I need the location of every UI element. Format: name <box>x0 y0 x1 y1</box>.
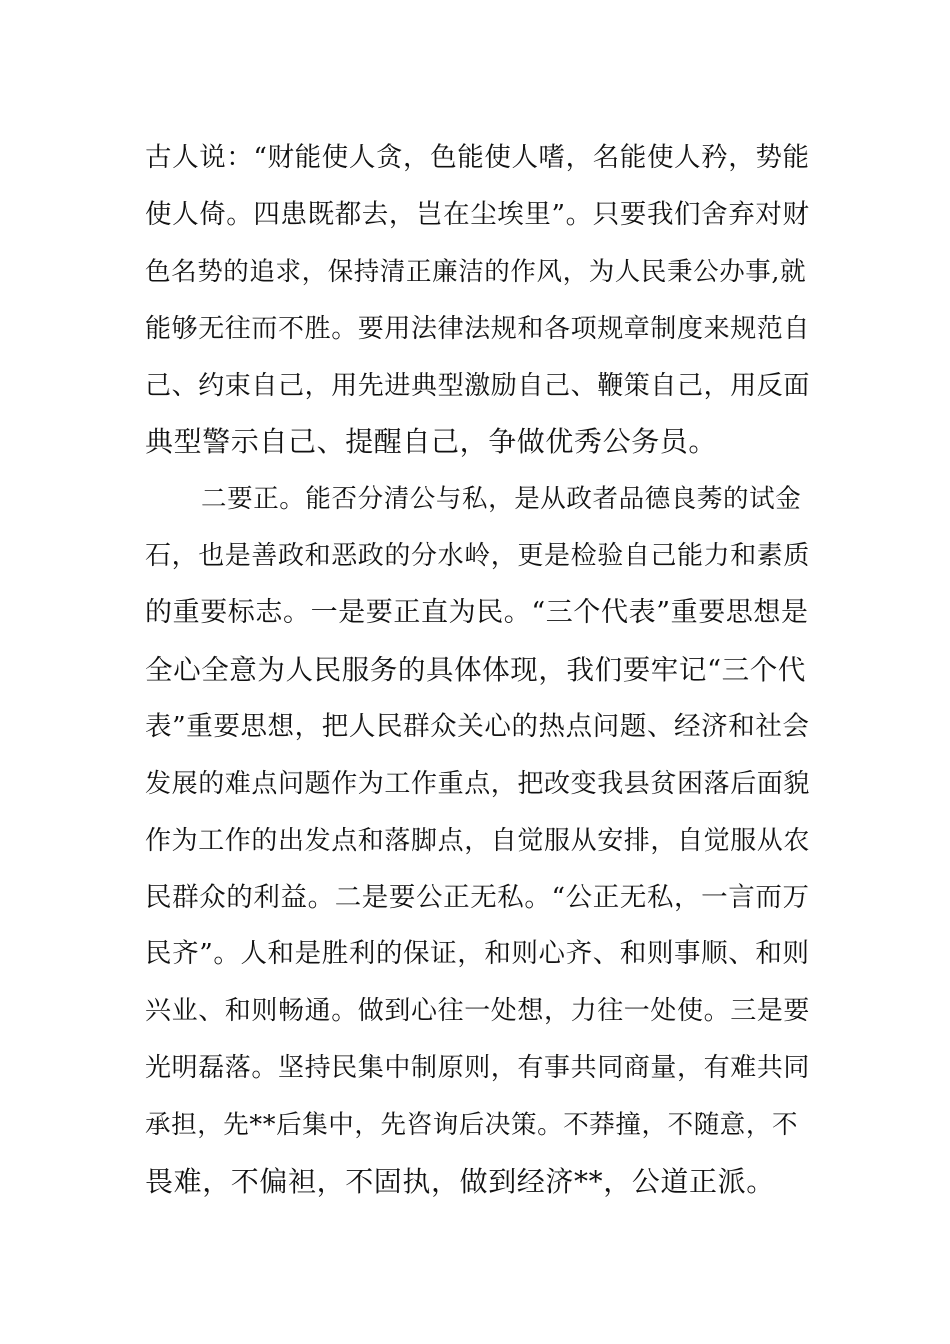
text-line-7: 二要正。能否分清公与私，是从政者品德良莠的试金 <box>201 484 802 515</box>
text-line-8: 石，也是善政和恶政的分水岭，更是检验自己能力和素质 <box>145 541 811 572</box>
text-line-16: 兴业、和则畅通。做到心往一处想，力往一处使。三是要 <box>145 996 811 1027</box>
text-line-15: 民齐”。人和是胜利的保证，和则心齐、和则事顺、和则 <box>145 938 810 970</box>
text-line-17: 光明磊落。坚持民集中制原则，有事共同商量，有难共同 <box>145 1053 811 1084</box>
text-line-14: 民群众的利益。二是要公正无私。“公正无私，一言而万 <box>145 881 810 913</box>
text-line-10: 全心全意为人民服务的具体体现，我们要牢记“三个代 <box>145 654 806 687</box>
text-line-18: 承担，先**后集中，先咨询后决策。不莽撞，不随意，不 <box>145 1110 799 1141</box>
text-line-4: 能够无往而不胜。要用法律法规和各项规章制度来规范自 <box>145 313 811 344</box>
text-line-19: 畏难，不偏袒，不固执，做到经济**，公道正派。 <box>145 1165 775 1199</box>
text-line-1: 古人说：“财能使人贪，色能使人嗜，名能使人矜，势能 <box>145 142 810 173</box>
text-line-12: 发展的难点问题作为工作重点，把改变我县贫困落后面貌 <box>145 768 811 799</box>
text-line-13: 作为工作的出发点和落脚点，自觉服从安排，自觉服从农 <box>145 825 811 856</box>
text-line-9: 的重要标志。一是要正直为民。“三个代表”重要思想是 <box>145 597 809 629</box>
text-line-3: 色名势的追求，保持清正廉洁的作风，为人民秉公办事,就 <box>145 256 807 287</box>
body-text <box>145 130 810 1211</box>
text-line-6: 典型警示自己、提醒自己，争做优秀公务员。 <box>145 425 718 459</box>
text-line-5: 己、约束自己，用先进典型激励自己、鞭策自己，用反面 <box>145 370 811 401</box>
text-line-2: 使人倚。四患既都去，岂在尘埃里”。只要我们舍弃对财 <box>145 198 810 230</box>
text-line-11: 表”重要思想，把人民群众关心的热点问题、经济和社会 <box>145 710 810 742</box>
